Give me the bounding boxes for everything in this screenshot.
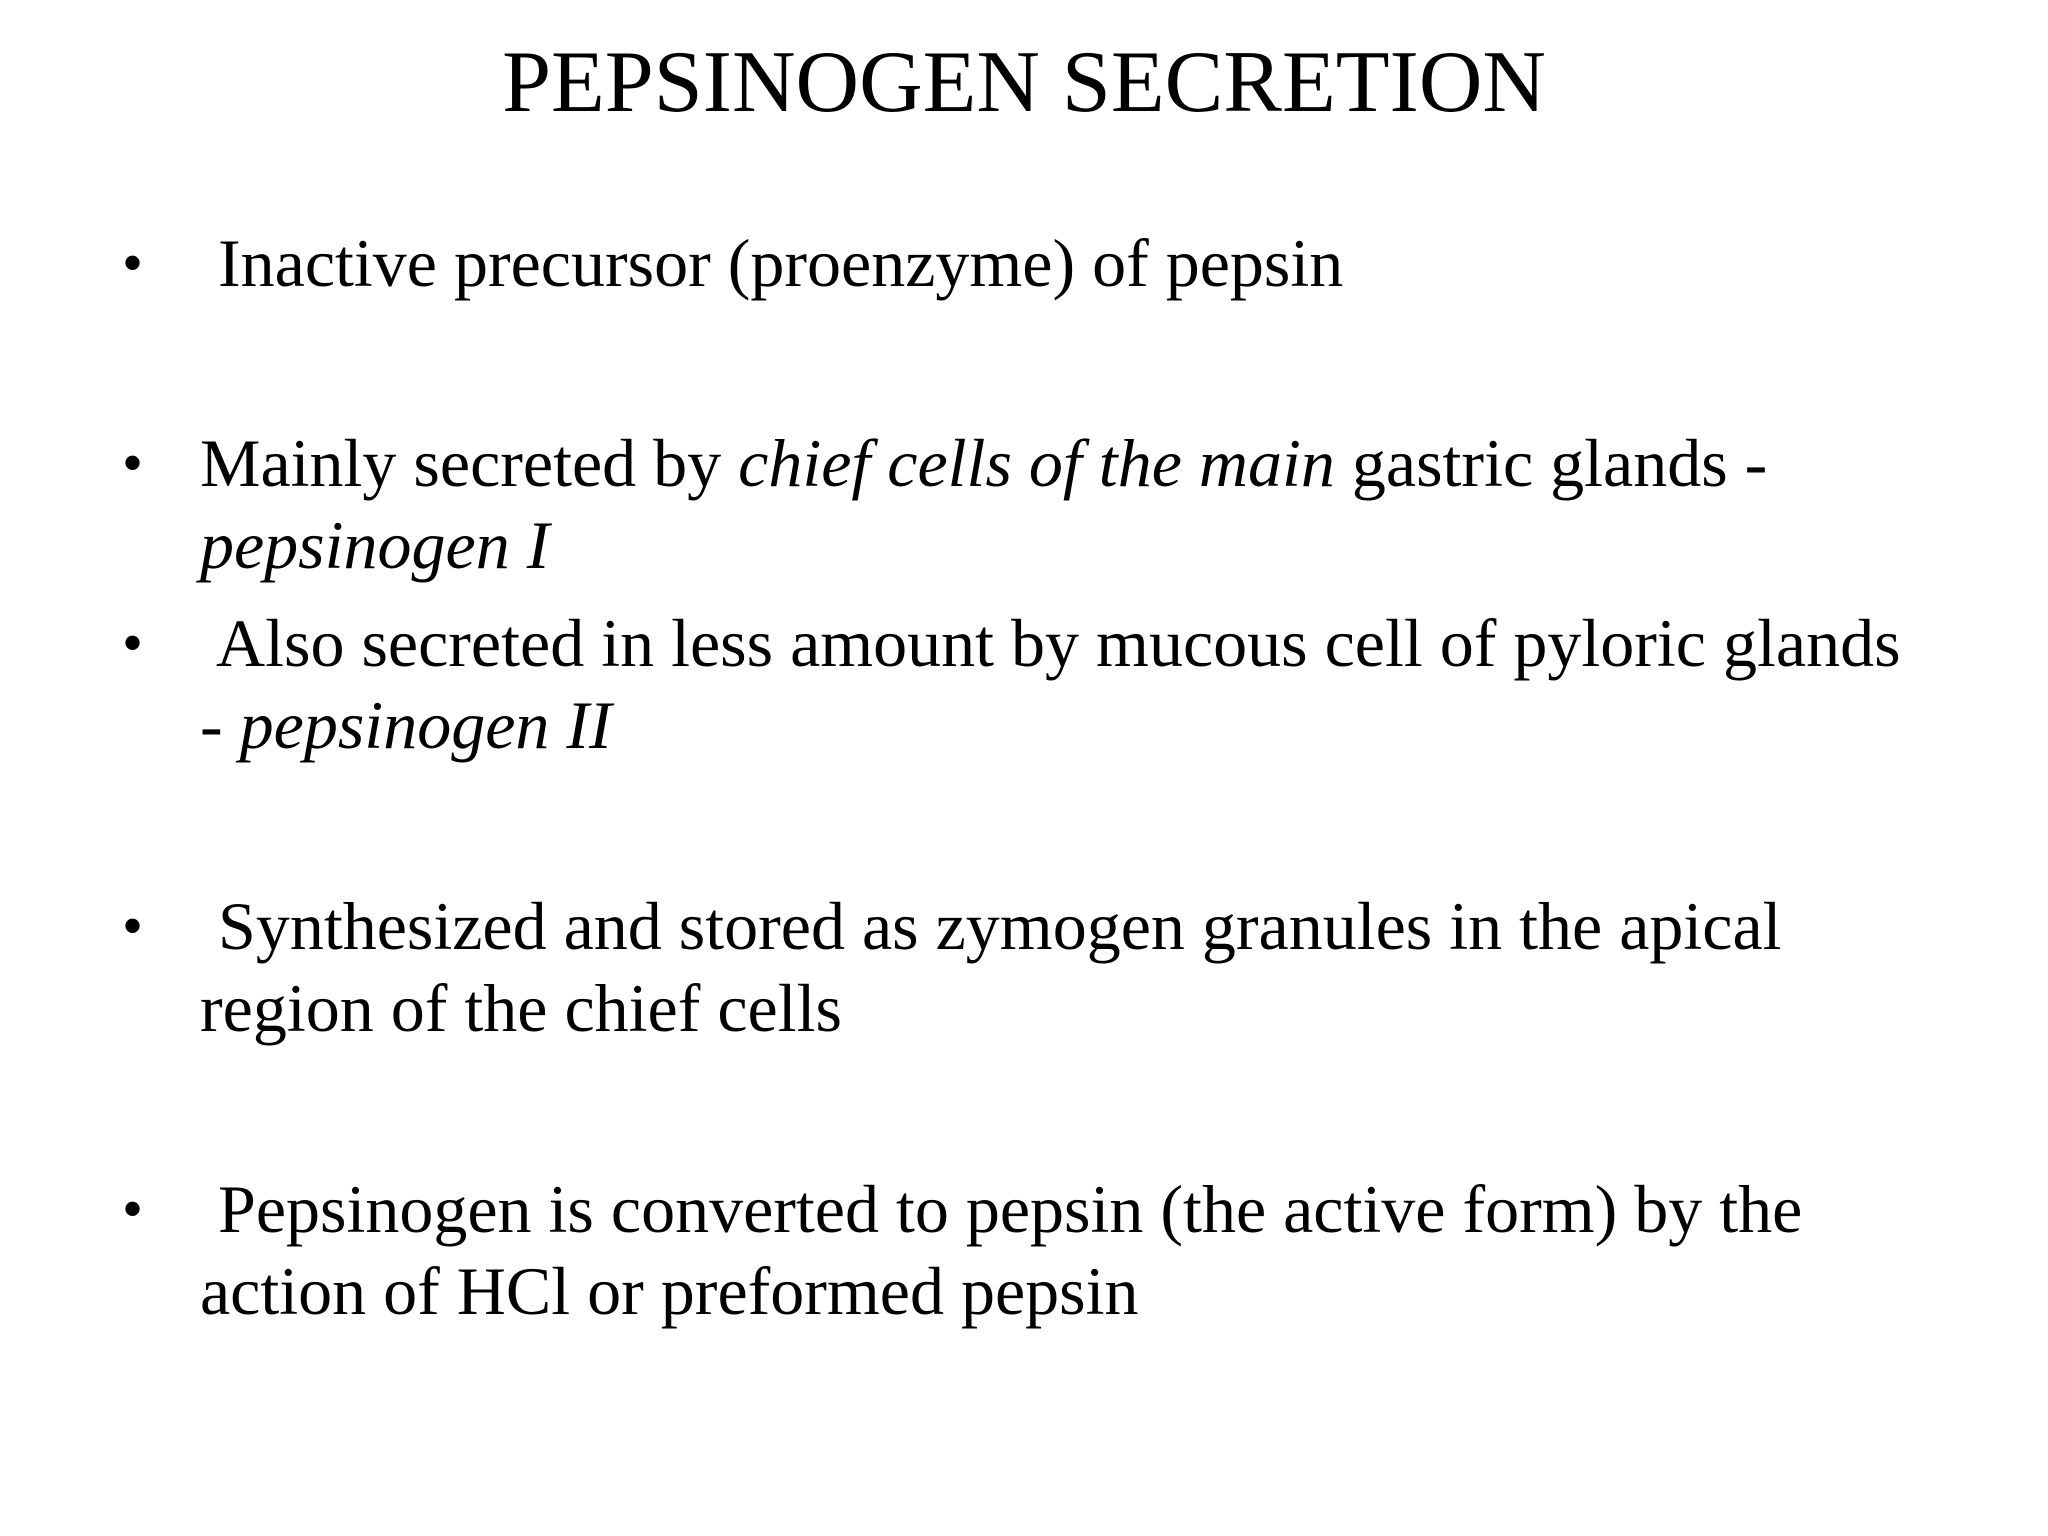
bullet-dot-icon: • [122,610,144,676]
slide-title: PEPSINOGEN SECRETION [502,34,1546,131]
bullet-text-italic: chief cells of the main [738,425,1335,501]
bullet-text-part: gastric glands - [1334,425,1768,501]
bullet-text: Inactive precursor (proenzyme) of pepsin [218,225,1344,301]
bullet-dot-icon: • [122,430,144,496]
bullet-text [200,684,612,766]
bullet-text [200,422,1767,504]
bullet-dot-icon: • [122,230,144,296]
bullet-text-part: Mainly secreted by [200,425,739,501]
bullet-text-italic: pepsinogen II [239,687,612,763]
bullet-dot-icon: • [122,893,144,959]
bullet-text-part: - [200,687,240,763]
bullet-text: Pepsinogen is converted to pepsin (the active form) by the [218,1171,1803,1247]
bullet-text: action of HCl or preformed pepsin [200,1253,1139,1329]
bullet-text: Also secreted in less amount by mucous cell of pyloric glands [216,605,1901,681]
bullet-text: Synthesized and stored as zymogen granules in the apical [218,888,1782,964]
bullet-text: region of the chief cells [200,970,842,1046]
bullet-text-italic: pepsinogen I [200,507,550,583]
bullet-dot-icon: • [122,1176,144,1242]
